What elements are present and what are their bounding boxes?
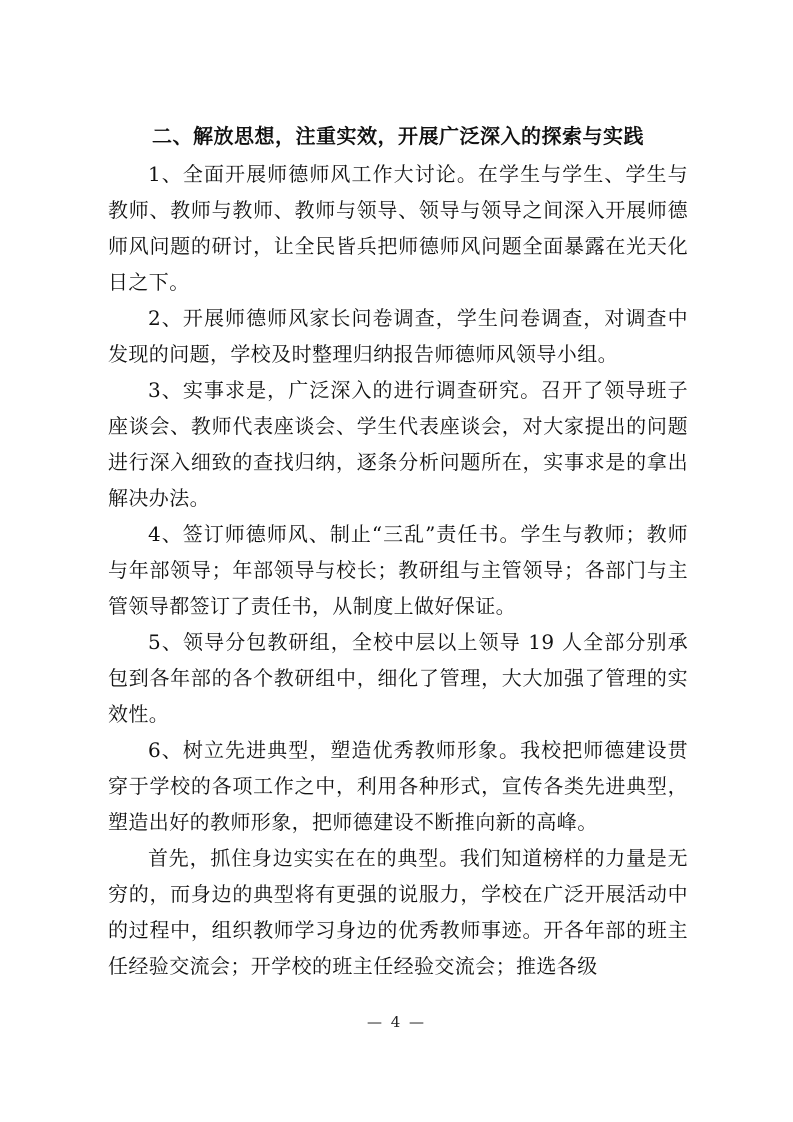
document-body [108, 116, 688, 984]
paragraph-5: 5、领导分包教研组，全校中层以上领导 19 人全部分别承包到各年部的各个教研组中，细化了管理，大大加强了管理的实效性。 [108, 630, 688, 726]
paragraph-7: 首先，抓住身边实实在在的典型。我们知道榜样的力量是无穷的，而身边的典型将有更强的说服力，学校在广泛开展活动中的过程中，组织教师学习身边的优秀教师事迹。开各年部的班主任经验交流会；开学校的班主任经验交流会；推选各级 [108, 846, 688, 978]
paragraph-4: 4、签订师德师风、制止“三乱”责任书。学生与教师；教师与年部领导；年部领导与校长；教研组与主管领导；各部门与主管领导都签订了责任书，从制度上做好保证。 [108, 522, 688, 618]
paragraph-6: 6、树立先进典型，塑造优秀教师形象。我校把师德建设贯穿于学校的各项工作之中，利用各种形式，宣传各类先进典型，塑造出好的教师形象，把师德建设不断推向新的高峰。 [108, 738, 688, 834]
paragraph-2: 2、开展师德师风家长问卷调查，学生问卷调查，对调查中发现的问题，学校及时整理归纳报告师德师风领导小组。 [108, 306, 688, 366]
section-heading: 二、解放思想，注重实效，开展广泛深入的探索与实践 [152, 124, 644, 148]
paragraph-3: 3、实事求是，广泛深入的进行调查研究。召开了领导班子座谈会、教师代表座谈会、学生代表座谈会，对大家提出的问题进行深入细致的查找归纳，逐条分析问题所在，实事求是的拿出解决办法。 [108, 378, 688, 510]
page-number: — 4 — [366, 1013, 427, 1031]
paragraph-1: 1、全面开展师德师风工作大讨论。在学生与学生、学生与教师、教师与教师、教师与领导、领导与领导之间深入开展师德师风问题的研讨，让全民皆兵把师德师风问题全面暴露在光天化日之下。 [108, 162, 688, 294]
